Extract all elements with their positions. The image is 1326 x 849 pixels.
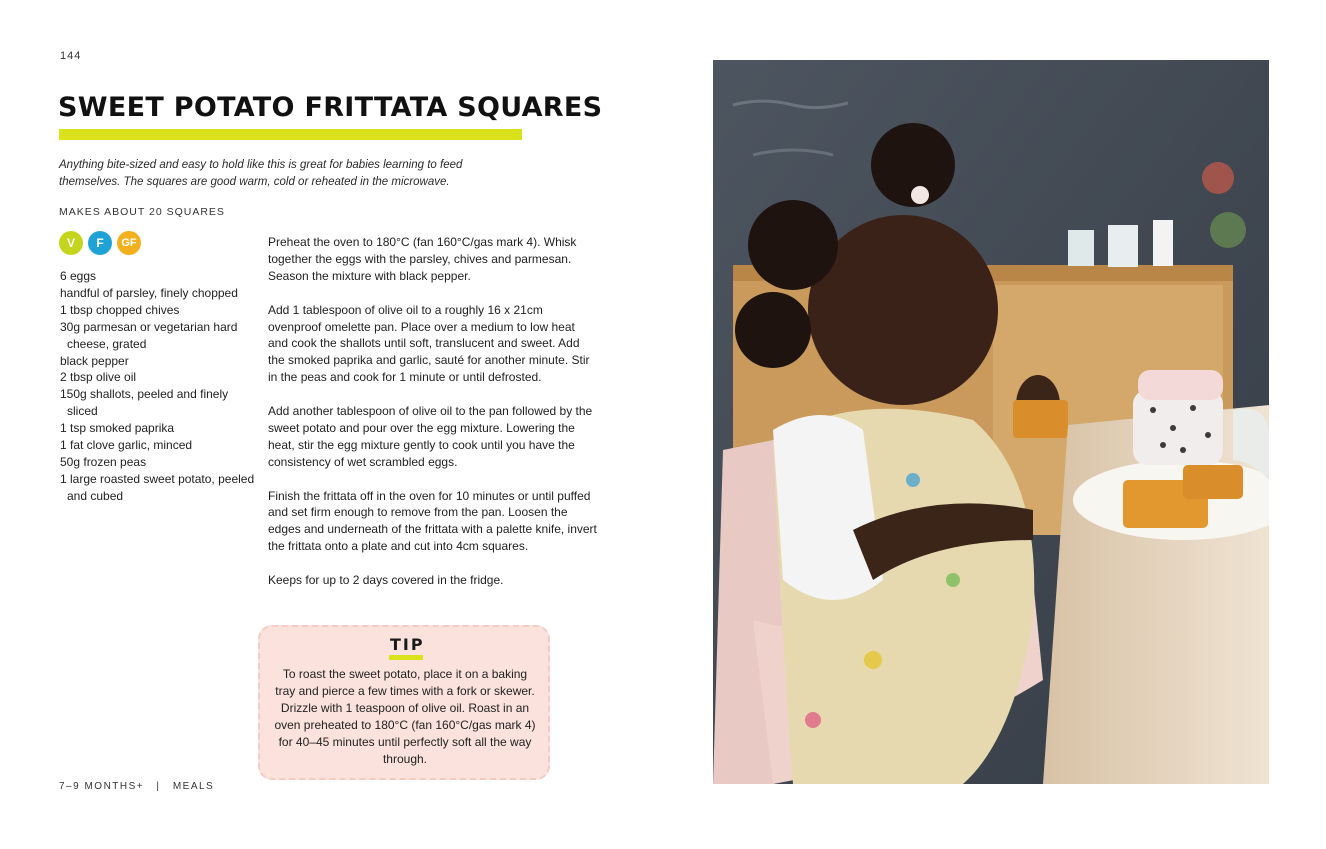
method-step: Keeps for up to 2 days covered in the fridge. (268, 573, 504, 588)
ingredient-item: handful of parsley, finely chopped (60, 285, 238, 300)
ingredient-item: 1 fat clove garlic, minced (60, 438, 193, 453)
footer-age: 7–9 MONTHS+ (59, 781, 145, 792)
method-step: Preheat the oven to 180°C (fan 160°C/gas mark 4). Whisk together the eggs with the parsley, chives and parmesan. Season the mixture with black pepper. (268, 235, 577, 283)
ingredient-item: 1 tsp smoked paprika (60, 421, 175, 436)
method-steps (268, 234, 598, 606)
tip-text: To roast the sweet potato, place it on a baking tray and pierce a few times with a fork or skewer. Drizzle with 1 teaspoon of olive oil. Roast in an oven preheated to 180°C (fan 160°C/gas mark 4) for 40–45 minutes until perfectly soft all the way through. (274, 667, 536, 766)
footer-section: MEALS (172, 781, 215, 792)
freezable-badge-icon: F (88, 231, 112, 255)
ingredient-item: 2 tbsp olive oil (60, 370, 137, 385)
ingredient-item: 6 eggs (60, 269, 97, 283)
ingredient-item: black pepper (60, 353, 129, 368)
diet-badges (59, 231, 141, 255)
page-footer (59, 781, 214, 792)
recipe-intro: Anything bite-sized and easy to hold like this is great for babies learning to feed themselves. The squares are good warm, cold or reheated in the microwave. (59, 159, 463, 188)
ingredients-list (60, 268, 260, 505)
ingredient-item: 1 tbsp chopped chives (60, 302, 180, 317)
footer-separator: | (156, 781, 161, 792)
title-highlight-bar (59, 129, 522, 140)
gluten-free-badge-icon: GF (117, 231, 141, 255)
method-step: Add 1 tablespoon of olive oil to a roughly 16 x 21cm ovenproof omelette pan. Place over a medium to low heat and cook the shallots until soft, translucent and sweet. Add the smoked paprika and garlic, sauté for another minute. Stir in the peas and cook for 1 minute or until defrosted. (268, 302, 590, 385)
page-number: 144 (60, 50, 82, 62)
vegetarian-badge-icon: V (59, 231, 83, 255)
ingredient-item: 30g parmesan or vegetarian hard cheese, grated (60, 319, 238, 351)
recipe-yield: MAKES ABOUT 20 SQUARES (59, 206, 225, 218)
tip-box (258, 625, 550, 780)
recipe-photo (713, 60, 1269, 784)
method-step: Finish the frittata off in the oven for 10 minutes or until puffed and set firm enough to remove from the pan. Loosen the edges and underneath of the frittata with a palette knife, invert the frittata onto a plate and cut into 4cm squares. (268, 488, 597, 554)
recipe-title: SWEET POTATO FRITTATA SQUARES (58, 92, 603, 123)
toddler-eating-photo-image (713, 60, 1269, 784)
tip-underline (389, 655, 423, 660)
tip-title: TIP (390, 635, 425, 654)
method-step: Add another tablespoon of olive oil to the pan followed by the sweet potato and pour over the egg mixture. Lowering the heat, stir the egg mixture gently to cook until you have the consistency of wet scrambled eggs. (268, 404, 593, 469)
ingredient-item: 150g shallots, peeled and finely sliced (60, 387, 229, 419)
ingredient-item: 1 large roasted sweet potato, peeled and cubed (60, 471, 255, 503)
ingredient-item: 50g frozen peas (60, 454, 147, 469)
